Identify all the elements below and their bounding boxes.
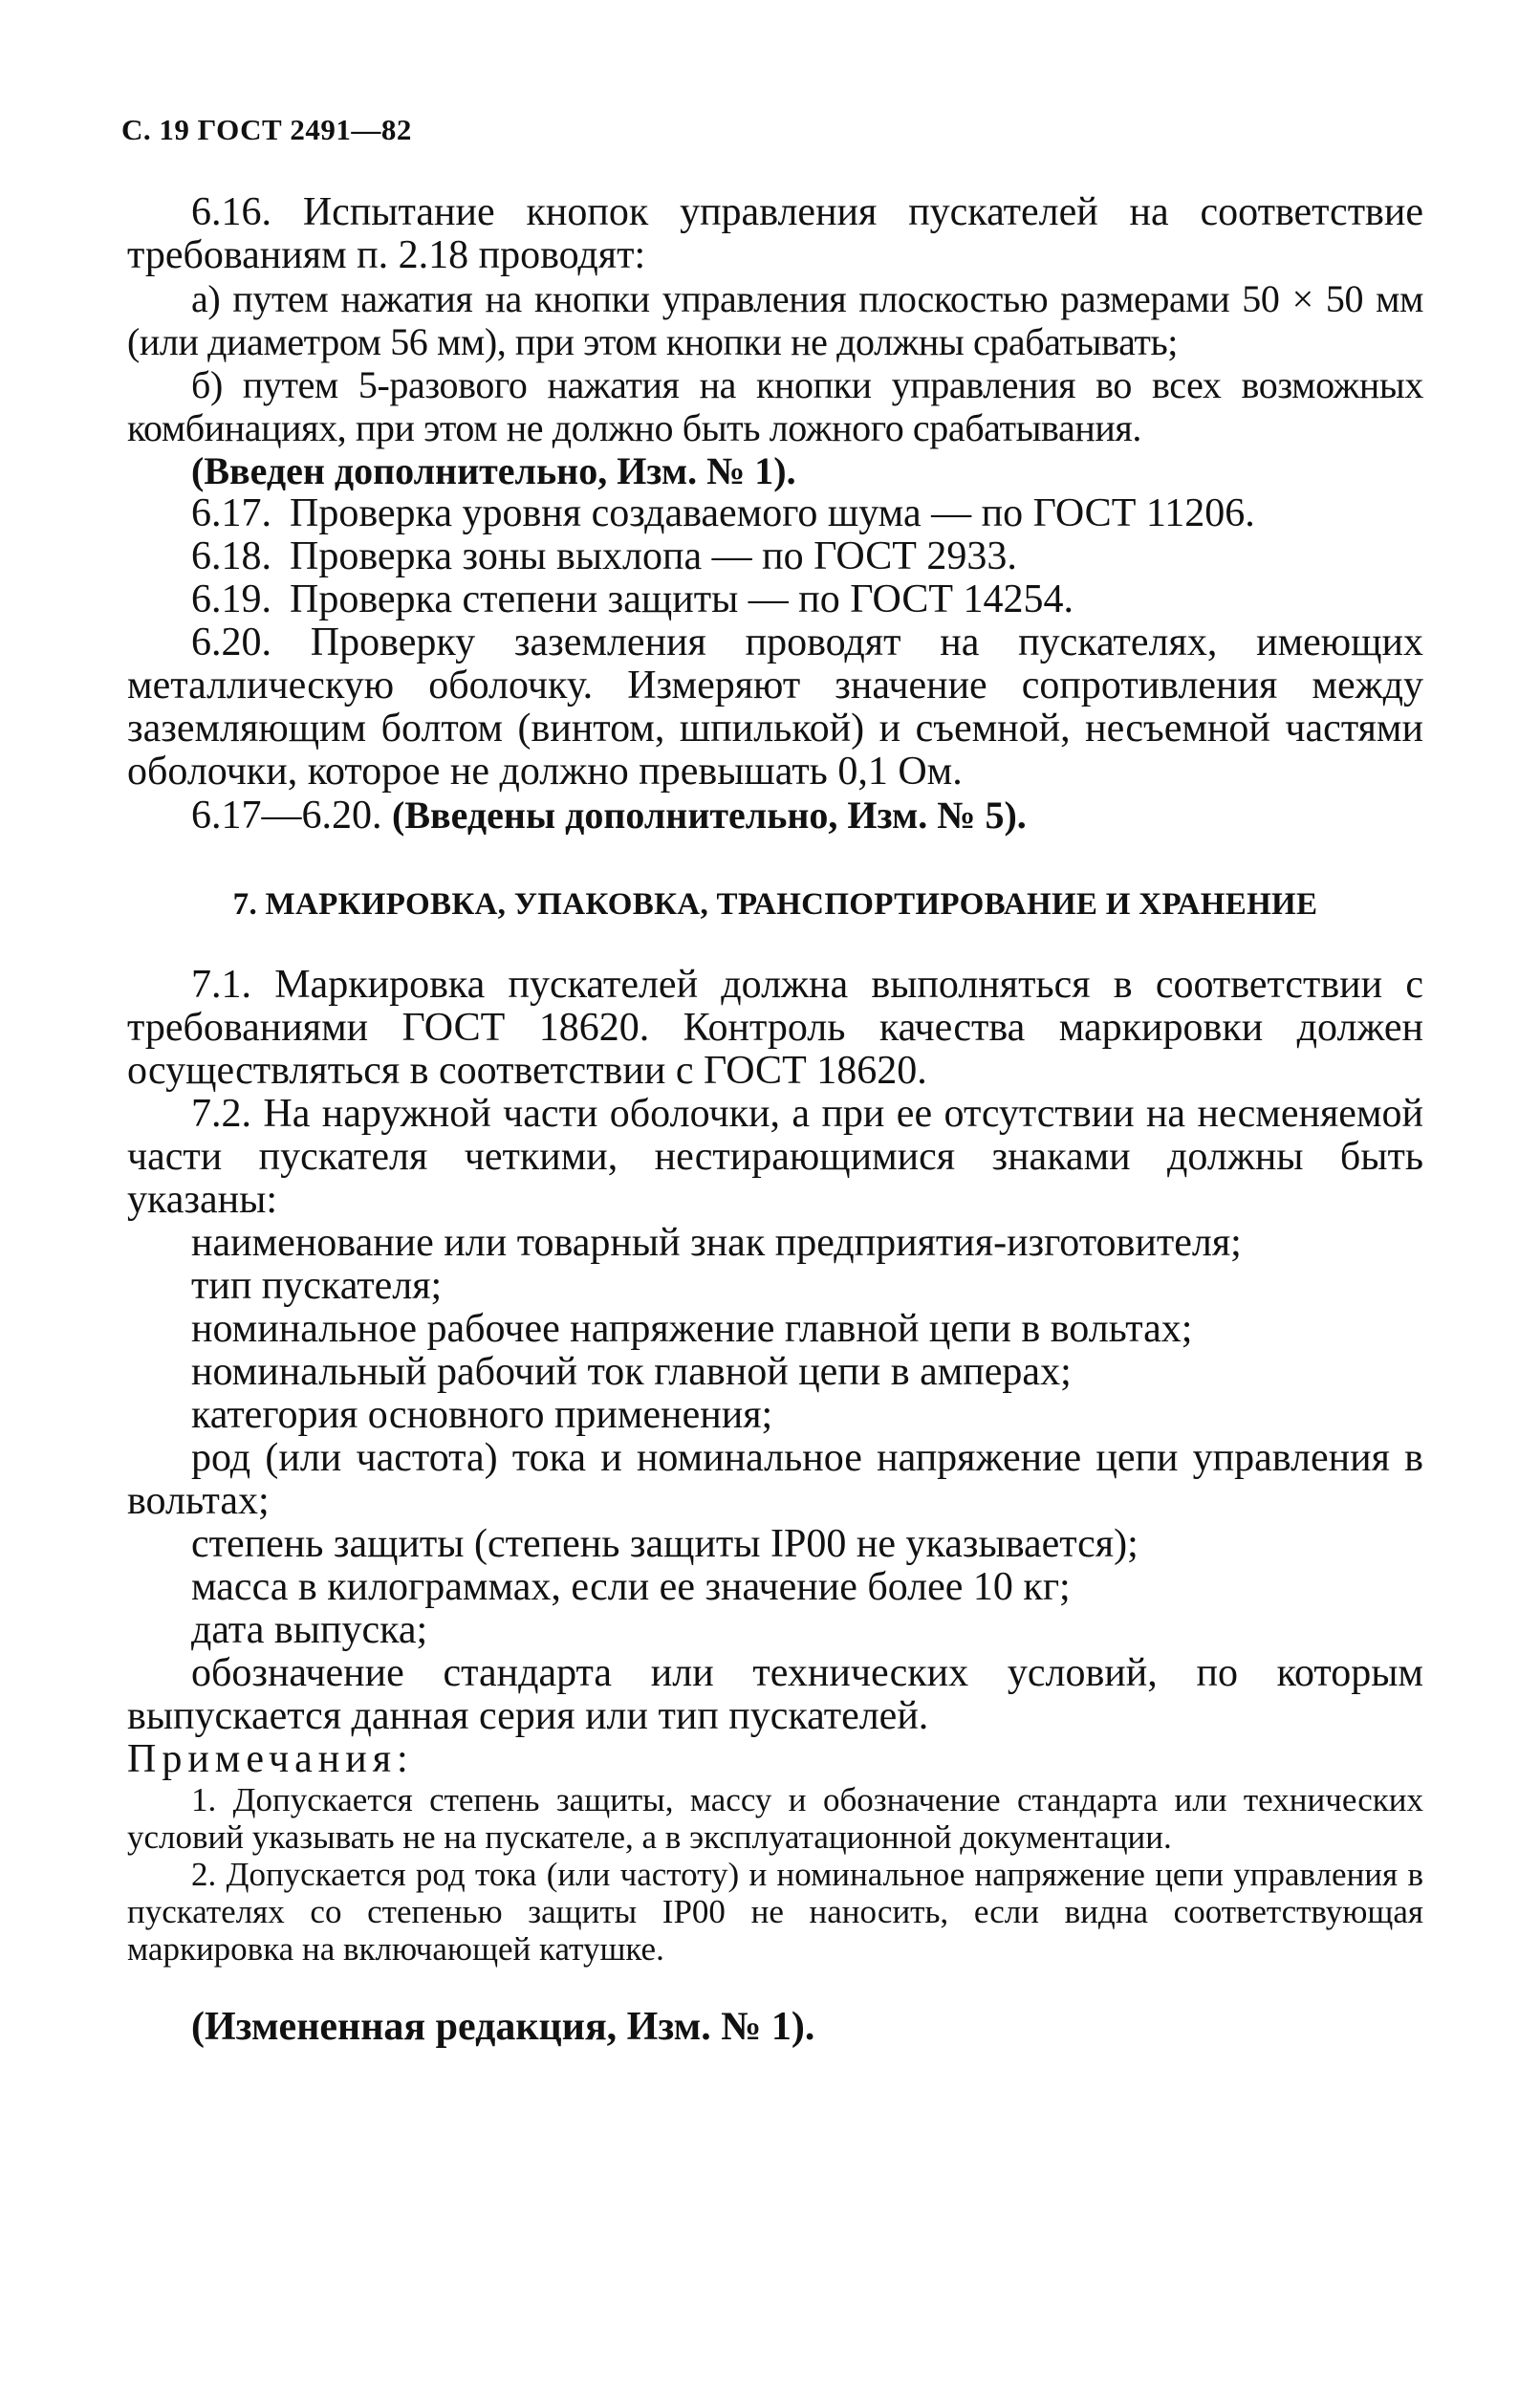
marking-list: [127, 1222, 1423, 1738]
note-2: 2. Допускается род тока (или частоту) и номинальное напряжение цепи управления в пускателях со степенью защиты IP00 не наносить, если видна соответствующая маркировка на включающей катушке.: [127, 1856, 1423, 1968]
clause-number: 6.19.: [191, 577, 271, 621]
clause-text: Проверка степени защиты — по ГОСТ 14254.: [290, 577, 1074, 621]
clause-number: 6.18.: [191, 534, 271, 578]
clause-6-16-b: б) путем 5-разового нажатия на кнопки управления во всех возможных комбинациях, при этом не должно быть ложного срабатывания.: [127, 363, 1423, 449]
clause-text: Проверка зоны выхлопа — по ГОСТ 2933.: [290, 534, 1017, 578]
list-item: обозначение стандарта или технических условий, по которым выпускается данная серия или тип пускателей.: [127, 1651, 1423, 1738]
list-item: номинальное рабочее напряжение главной цепи в вольтах;: [191, 1307, 1193, 1351]
section-7-title: 7. МАРКИРОВКА, УПАКОВКА, ТРАНСПОРТИРОВАНИЕ И ХРАНЕНИЕ: [232, 887, 1318, 922]
list-item: номинальный рабочий ток главной цепи в амперах;: [191, 1350, 1072, 1394]
clause-text: Проверку заземления проводят на пускателях, имеющих металлическую оболочку. Измеряют значение сопротивления между заземляющим болтом (винтом, шпилькой) и съемной, несъемной частями оболочки, которое не должно превышать 0,1 Ом.: [127, 620, 1423, 794]
list-item: наименование или товарный знак предприятия-изготовителя;: [191, 1221, 1242, 1265]
list-item: категория основного применения;: [191, 1393, 773, 1437]
list-item: масса в килограммах, если ее значение более 10 кг;: [191, 1565, 1071, 1609]
list-item: тип пускателя;: [191, 1264, 443, 1308]
clause-number: 6.17—6.20.: [191, 794, 382, 838]
clause-6-17-6-20-amendment: [127, 794, 1423, 838]
document-body: [127, 191, 1423, 2049]
clause-6-18: [127, 535, 1423, 578]
clause-6-16-amendment: (Введен дополнительно, Изм. № 1).: [191, 449, 796, 492]
amendment-note: (Введены дополнительно, Изм. № 5).: [392, 794, 1027, 837]
clause-number: 6.20.: [191, 620, 271, 664]
clause-6-16: 6.16. Испытание кнопок управления пускателей на соответствие требованиям п. 2.18 проводят:: [127, 190, 1423, 277]
note-1: 1. Допускается степень защиты, массу и обозначение стандарта или технических условий указывать не на пускателе, а в эксплуатационной документации.: [127, 1781, 1423, 1856]
notes-heading: Примечания:: [127, 1737, 414, 1781]
clause-7-1: 7.1. Маркировка пускателей должна выполняться в соответствии с требованиями ГОСТ 18620. Контроль качества маркировки должен осуществляться в соответствии с ГОСТ 18620.: [127, 963, 1423, 1093]
clause-number: 6.17.: [191, 491, 271, 535]
list-item: дата выпуска;: [191, 1608, 428, 1652]
clause-text: Проверка уровня создаваемого шума — по ГОСТ 11206.: [290, 491, 1255, 535]
clause-6-16-a: а) путем нажатия на кнопки управления плоскостью размерами 50 × 50 мм (или диаметром 56 мм), при этом кнопки не должны срабатывать;: [127, 277, 1423, 363]
clause-7-2: 7.2. На наружной части оболочки, а при ее отсутствии на несменяемой части пускателя четкими, нестирающимися знаками должны быть указаны:: [127, 1092, 1423, 1222]
clause-6-20: [127, 621, 1423, 794]
clause-6-17: [127, 492, 1423, 535]
list-item: род (или частота) тока и номинальное напряжение цепи управления в вольтах;: [127, 1436, 1423, 1523]
page-header: С. 19 ГОСТ 2491—82: [121, 113, 412, 146]
clause-6-19: [127, 578, 1423, 621]
final-amendment-note: (Измененная редакция, Изм. № 1).: [191, 2005, 815, 2049]
list-item: степень защиты (степень защиты IP00 не указывается);: [191, 1522, 1139, 1566]
